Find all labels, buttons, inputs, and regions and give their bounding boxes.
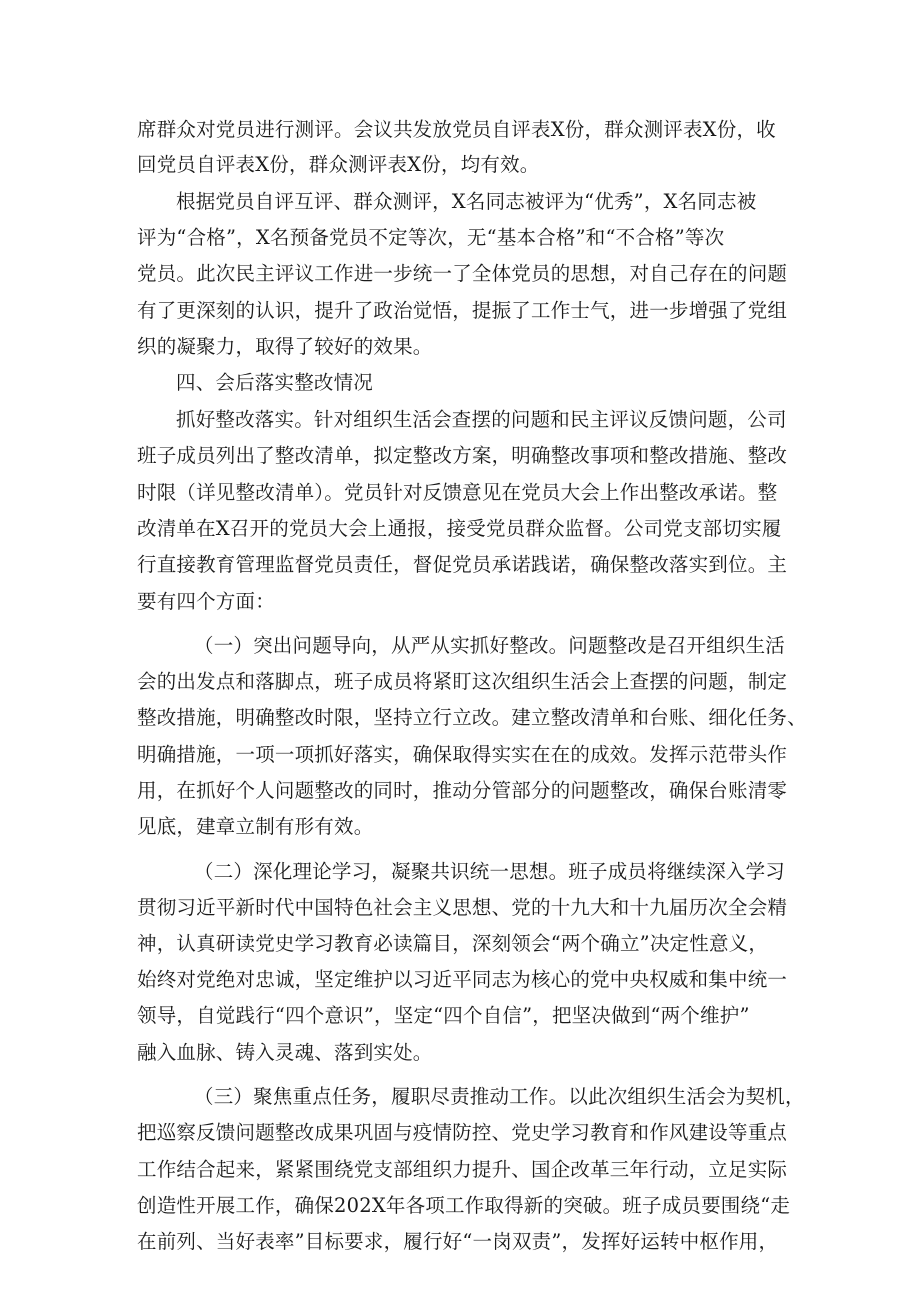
paragraph-line: 评为“合格”，X名预备党员不定等次，无“基本合格”和“不合格”等次	[137, 226, 725, 249]
paragraph-line: 整改措施，明确整改时限，坚持立行立改。建立整改清单和台账、细化任务、	[137, 706, 807, 729]
paragraph-line: 有了更深刻的认识，提升了政治觉悟，提振了工作士气，进一步增强了党组	[137, 299, 788, 322]
paragraph-line: 始终对党绝对忠诚，坚定维护以习近平同志为核心的党中央权威和集中统一	[137, 968, 788, 991]
paragraph-line: 织的凝聚力，取得了较好的效果。	[137, 335, 433, 358]
paragraph-line: 改清单在X召开的党员大会上通报，接受党员群众监督。公司党支部切实履	[137, 517, 782, 540]
paragraph-line: 创造性开展工作，确保202X年各项工作取得新的突破。班子成员要围绕“走	[137, 1194, 791, 1217]
paragraph-line: 根据党员自评互评、群众测评，X名同志被评为“优秀”，X名同志被	[176, 190, 757, 213]
paragraph-line: 明确措施，一项一项抓好落实，确保取得实实在在的成效。发挥示范带头作	[137, 743, 788, 766]
paragraph-line: （三）聚焦重点任务，履职尽责推动工作。以此次组织生活会为契机，	[194, 1085, 805, 1108]
paragraph-line: 班子成员列出了整改清单，拟定整改方案，明确整改事项和整改措施、整改	[137, 444, 788, 467]
paragraph-line: 用，在抓好个人问题整改的同时，推动分管部分的问题整改，确保台账清零	[137, 779, 788, 802]
paragraph-line: 席群众对党员进行测评。会议共发放党员自评表X份，群众测评表X份，收	[137, 118, 776, 141]
paragraph-line: 融入血脉、铸入灵魂、落到实处。	[137, 1041, 433, 1064]
paragraph-line: 神，认真研读党史学习教育必读篇目，深刻领会“两个确立”决定性意义，	[137, 932, 769, 955]
paragraph-line: 时限（详见整改清单）。党员针对反馈意见在党员大会上作出整改承诺。整	[137, 481, 778, 504]
paragraph-line: 领导，自觉践行“四个意识”，坚定“四个自信”，把坚决做到“两个维护”	[137, 1004, 750, 1027]
paragraph-line: 工作结合起来，紧紧围绕党支部组织力提升、国企改革三年行动，立足实际	[137, 1158, 788, 1181]
paragraph-line: 把巡察反馈问题整改成果巩固与疫情防控、党史学习教育和作风建设等重点	[137, 1121, 788, 1144]
paragraph-line: （二）深化理论学习，凝聚共识统一思想。班子成员将继续深入学习	[194, 860, 786, 883]
paragraph-line: 要有四个方面：	[137, 590, 275, 613]
paragraph-line: 行直接教育管理监督党员责任，督促党员承诺践诺，确保整改落实到位。主	[137, 553, 788, 576]
section-heading: 四、会后落实整改情况	[176, 371, 374, 394]
paragraph-line: 党员。此次民主评议工作进一步统一了全体党员的思想，对自己存在的问题	[137, 262, 788, 285]
paragraph-line: 贯彻习近平新时代中国特色社会主义思想、党的十九大和十九届历次全会精	[137, 896, 788, 919]
paragraph-line: 见底，建章立制有形有效。	[137, 815, 374, 838]
paragraph-line: 回党员自评表X份，群众测评表X份，均有效。	[137, 153, 540, 176]
paragraph-line: 在前列、当好表率”目标要求，履行好“一岗双责”，发挥好运转中枢作用，	[137, 1230, 779, 1253]
paragraph-line: 会的出发点和落脚点，班子成员将紧盯这次组织生活会上查摆的问题，制定	[137, 670, 788, 693]
paragraph-line: 抓好整改落实。针对组织生活会查摆的问题和民主评议反馈问题，公司	[176, 408, 787, 431]
paragraph-line: （一）突出问题导向，从严从实抓好整改。问题整改是召开组织生活	[194, 634, 786, 657]
